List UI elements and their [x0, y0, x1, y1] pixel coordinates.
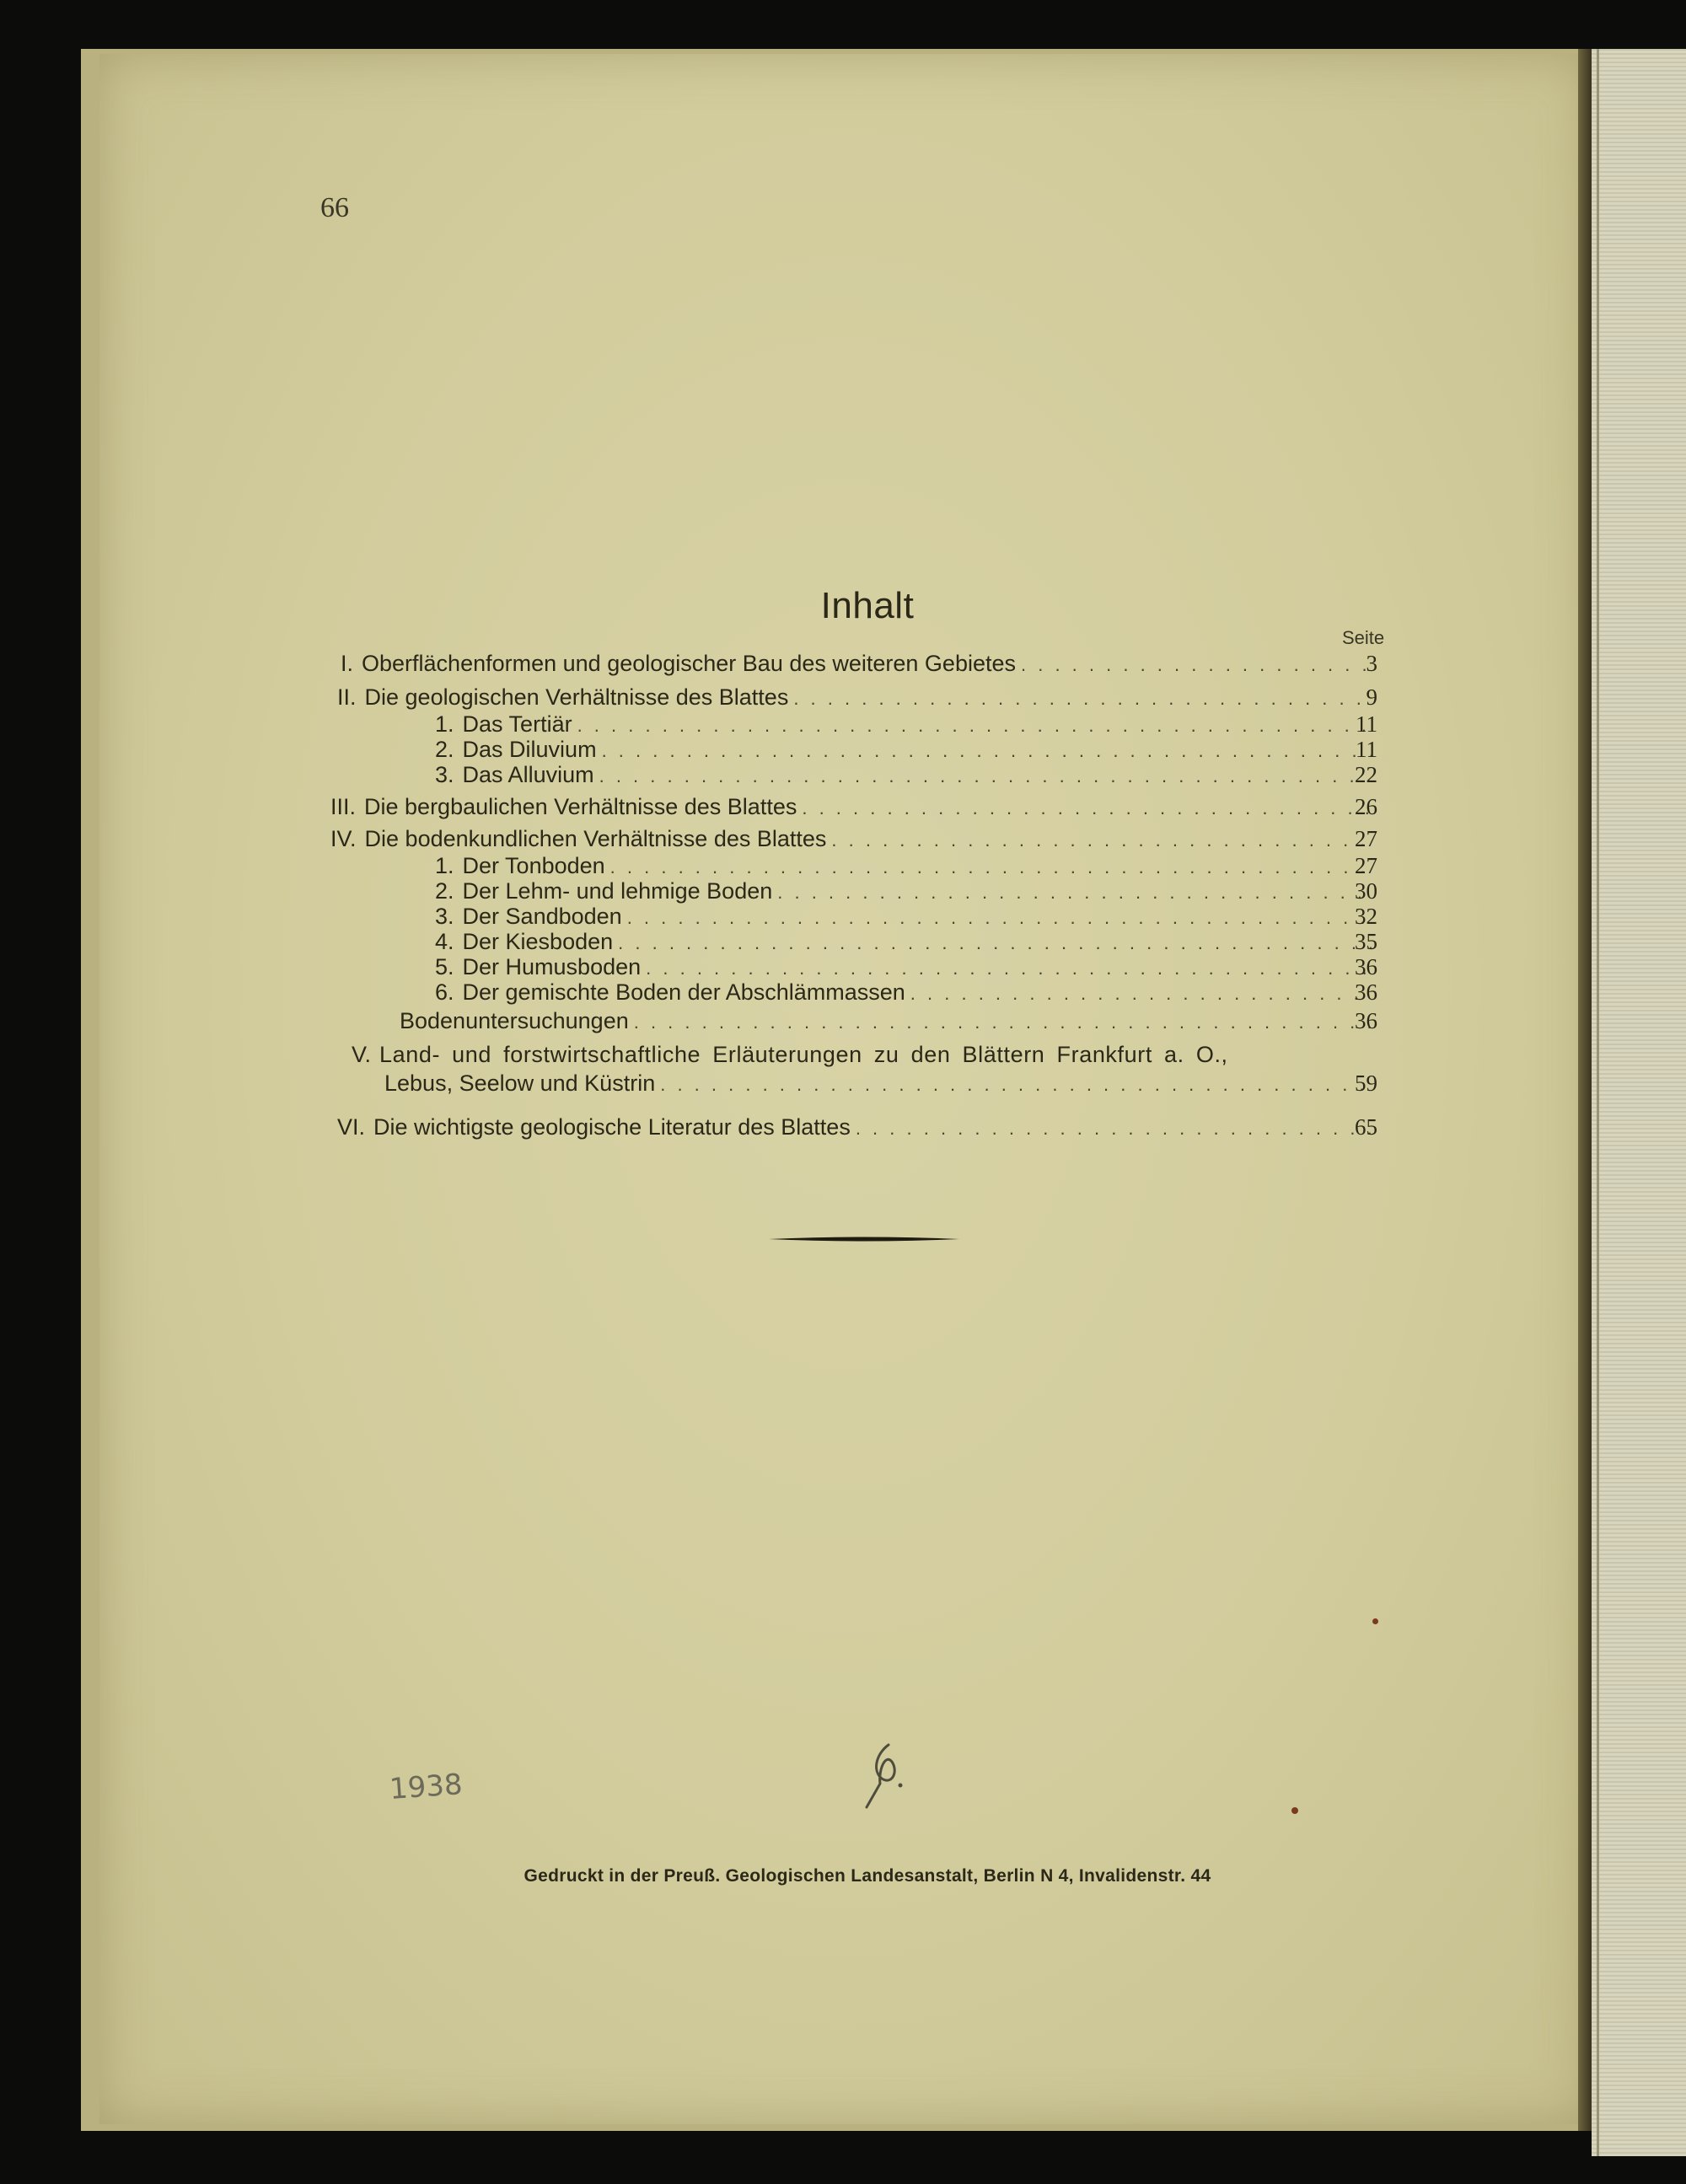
toc-entry	[384, 1071, 1377, 1097]
toc-entry-label: Die bodenkundlichen Verhältnisse des Blattes	[364, 826, 827, 851]
toc-leader-dots	[660, 1074, 1372, 1096]
toc-entry-page: 9	[1366, 684, 1377, 710]
toc-entry-number: 1.	[435, 853, 454, 878]
toc-leader-dots	[793, 688, 1372, 710]
toc-entry	[435, 711, 1377, 738]
toc-leader-dots	[602, 740, 1372, 762]
toc-entry	[400, 1008, 1377, 1035]
toc-entry-label: Oberflächenformen und geologischer Bau des weiteren Gebietes	[362, 651, 1016, 676]
toc-leader-dots	[610, 856, 1372, 878]
toc-leader-dots	[577, 715, 1372, 737]
toc-entry-page: 27	[1355, 853, 1377, 878]
ornamental-divider	[769, 1236, 959, 1242]
toc-entry-label: Der Sandboden	[462, 904, 622, 929]
toc-entry	[330, 794, 1377, 821]
toc-entry-label: Die bergbaulichen Verhältnisse des Blattes	[364, 794, 797, 819]
toc-entry	[435, 878, 1377, 905]
toc-entry	[435, 929, 1377, 956]
toc-entry-number: 2.	[435, 737, 454, 762]
toc-entry	[337, 684, 1377, 711]
toc-entry-page: 11	[1356, 711, 1377, 737]
toc-entry-label: Der gemischte Boden der Abschlämmassen	[462, 979, 905, 1005]
toc-entry-label: Das Tertiär	[462, 711, 572, 737]
handwritten-year: 1938	[388, 1768, 464, 1806]
toc-leader-dots	[646, 958, 1372, 979]
foxing-spot	[1291, 1807, 1298, 1814]
toc-entry-label: Bodenuntersuchungen	[400, 1008, 629, 1033]
toc-title: Inhalt	[820, 585, 915, 626]
toc-entry	[341, 651, 1377, 678]
toc-entry	[435, 954, 1377, 981]
toc-entry	[435, 737, 1377, 764]
toc-leader-dots	[634, 1012, 1372, 1033]
toc-entry-label: Land- und forstwirtschaftliche Erläuterungen zu den Blättern Frankfurt a. O.,	[379, 1042, 1228, 1067]
toc-entry-page: 36	[1355, 979, 1377, 1005]
toc-entry	[330, 826, 1377, 853]
toc-entry	[435, 762, 1377, 789]
toc-entry-page: 65	[1355, 1114, 1377, 1140]
toc-leader-dots	[802, 797, 1372, 819]
toc-page-column-header: Seite	[1342, 627, 1385, 648]
toc-entry-label: Die wichtigste geologische Literatur des Blattes	[373, 1114, 851, 1140]
toc-entry-page: 30	[1355, 878, 1377, 904]
toc-leader-dots	[831, 829, 1372, 851]
toc-entry-label: Das Diluvium	[462, 737, 597, 762]
toc-entry-label: Das Alluvium	[462, 762, 594, 787]
toc-entry-number: 5.	[435, 954, 454, 979]
page-number: 66	[320, 192, 349, 223]
toc-entry	[341, 1042, 1377, 1069]
toc-entry-number: II.	[337, 684, 357, 710]
toc-leader-dots	[856, 1118, 1372, 1140]
toc-entry-page: 35	[1355, 929, 1377, 954]
toc-entry	[435, 904, 1377, 931]
handwritten-initial-mark	[860, 1736, 910, 1812]
toc-entry-label: Der Tonboden	[462, 853, 605, 878]
toc-entry-page: 11	[1356, 737, 1377, 762]
toc-leader-dots	[777, 882, 1372, 904]
toc-entry-label: Lebus, Seelow und Küstrin	[384, 1071, 656, 1096]
toc-entry-number: V.	[351, 1042, 371, 1067]
toc-entry-number: I.	[341, 651, 354, 676]
foxing-spot	[1372, 1618, 1378, 1624]
toc-entry-number: VI.	[337, 1114, 366, 1140]
toc-leader-dots	[618, 932, 1372, 954]
toc-entry-number: III.	[330, 794, 357, 819]
toc-entry-page: 59	[1355, 1071, 1377, 1096]
toc-entry-page: 36	[1355, 1008, 1377, 1033]
toc-entry-page: 3	[1366, 651, 1377, 676]
toc-leader-dots	[1021, 654, 1372, 676]
toc-entry-page: 22	[1355, 762, 1377, 787]
toc-leader-dots	[627, 907, 1372, 929]
toc-entry-number: IV.	[330, 826, 357, 851]
toc-entry-label: Die geologischen Verhältnisse des Blattes	[364, 684, 789, 710]
toc-entry-page: 27	[1355, 826, 1377, 851]
toc-entry	[435, 979, 1377, 1006]
toc-entry-number: 3.	[435, 762, 454, 787]
toc-entry-label: Der Humusboden	[462, 954, 642, 979]
toc-entry-number: 2.	[435, 878, 454, 904]
printer-imprint: Gedruckt in der Preuß. Geologischen Landesanstalt, Berlin N 4, Invalidenstr. 44	[524, 1866, 1211, 1886]
toc-entry-label: Der Kiesboden	[462, 929, 614, 954]
toc-entry	[435, 853, 1377, 880]
toc-leader-dots	[910, 983, 1372, 1005]
toc-entry-number: 1.	[435, 711, 454, 737]
toc-entry-page: 26	[1355, 794, 1377, 819]
toc-entry-page: 32	[1355, 904, 1377, 929]
toc-entry-number: 6.	[435, 979, 454, 1005]
toc-entry-page: 36	[1355, 954, 1377, 979]
toc-entry	[337, 1114, 1377, 1141]
toc-entry-number: 4.	[435, 929, 454, 954]
toc-leader-dots	[599, 765, 1372, 787]
toc-entry-label: Der Lehm- und lehmige Boden	[462, 878, 773, 904]
toc-entry-number: 3.	[435, 904, 454, 929]
